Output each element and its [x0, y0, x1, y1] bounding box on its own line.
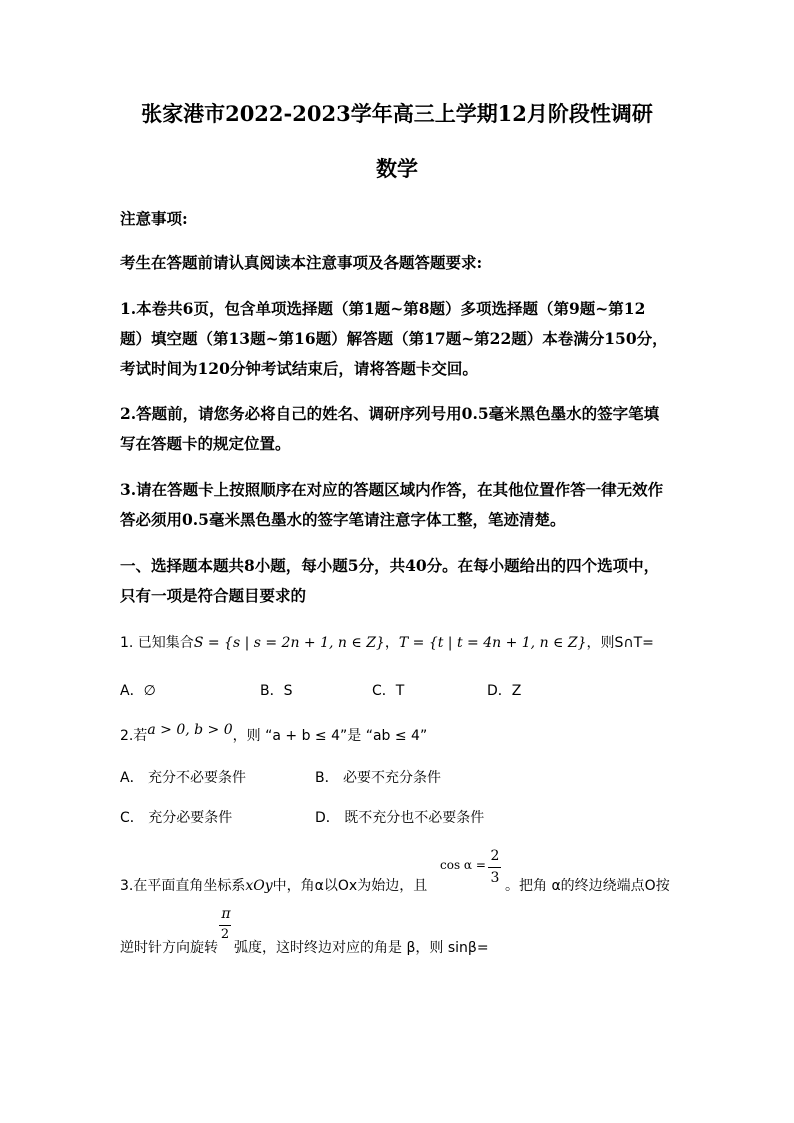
- q3-cos-denominator: 3: [490, 870, 500, 886]
- q1-option-c: C．T: [372, 683, 405, 699]
- q3-line2-suffix: 弧度，这时终边对应的角是 β，则 sinβ=: [234, 940, 489, 956]
- q1-set-s: S = {s | s = 2n + 1, n ∈ Z}: [193, 635, 385, 651]
- q3-angle-numerator: π: [221, 906, 231, 922]
- q1-option-d: D．Z: [487, 683, 522, 699]
- subject-title: 数学: [376, 156, 418, 181]
- notice-1-line-2: 题）填空题（第13题~第16题）解答题（第17题~第22题）本卷满分150分，: [120, 329, 668, 348]
- question-3-line-1: [120, 875, 427, 895]
- notice-1-line-1: 1.本卷共6页，包含单项选择题（第1题~第8题）多项选择题（第9题~第12: [120, 299, 646, 318]
- notice-3-line-2: 答必须用0.5毫米黑色墨水的签字笔请注意字体工整，笔迹清楚。: [120, 510, 566, 529]
- q3-cos-label: cos α =: [440, 858, 486, 872]
- q1-sep: ，: [384, 635, 399, 651]
- q2-option-c: C． 充分必要条件: [120, 810, 233, 826]
- exam-title: 张家港市2022-2023学年高三上学期12月阶段性调研: [141, 101, 653, 126]
- q1-set-t: T = {t | t = 4n + 1, n ∈ Z}: [398, 635, 587, 651]
- question-1: [120, 632, 654, 652]
- q1-prefix: 1. 已知集合: [120, 635, 194, 651]
- notice-intro: 考生在答题前请认真阅读本注意事项及各题答题要求:: [120, 253, 483, 272]
- question-2: [120, 722, 428, 745]
- q3-coord-system: xOy: [245, 878, 273, 894]
- q1-suffix: ，则S∩T=: [586, 635, 654, 651]
- q3-after: 。把角 α的终边绕端点O按: [505, 878, 670, 894]
- question-3-line-2: [120, 937, 489, 957]
- q2-suffix: ，则 “a + b ≤ 4”是 “ab ≤ 4”: [232, 728, 428, 744]
- q3-line2-prefix: 逆时针方向旋转: [120, 940, 218, 956]
- q2-option-b: B． 必要不充分条件: [315, 770, 442, 786]
- notice-heading: 注意事项:: [120, 209, 188, 228]
- q3-angle-denominator: 2: [220, 927, 230, 942]
- q3-prefix: 3.在平面直角坐标系: [120, 878, 246, 894]
- section-1-line-2: 只有一项是符合题目要求的: [120, 586, 307, 605]
- q1-option-a: A．∅: [120, 683, 156, 699]
- notice-2-line-1: 2.答题前，请您务必将自己的姓名、调研序列号用0.5毫米黑色墨水的签字笔填: [120, 404, 660, 423]
- notice-2-line-2: 写在答题卡的规定位置。: [120, 434, 291, 453]
- q2-condition: a > 0, b > 0: [147, 722, 233, 738]
- notice-1-line-3: 考试时间为120分钟考试结束后，请将答题卡交回。: [120, 359, 478, 378]
- notice-3-line-1: 3.请在答题卡上按照顺序在对应的答题区域内作答，在其他位置作答一律无效作: [120, 480, 664, 499]
- q3-cos-fraction-bar: [488, 867, 501, 868]
- q3-mid: 中，角α以Ox为始边，且: [272, 878, 428, 894]
- q2-prefix: 2.若: [120, 728, 148, 744]
- q3-cos-numerator: 2: [490, 848, 500, 864]
- section-1-line-1: 一、选择题本题共8小题，每小题5分，共40分。在每小题给出的四个选项中，: [120, 556, 660, 575]
- q3-angle-fraction-bar: [219, 925, 231, 926]
- q1-option-b: B．S: [260, 683, 293, 699]
- q2-option-a: A． 充分不必要条件: [120, 770, 247, 786]
- q2-option-d: D． 既不充分也不必要条件: [315, 810, 485, 826]
